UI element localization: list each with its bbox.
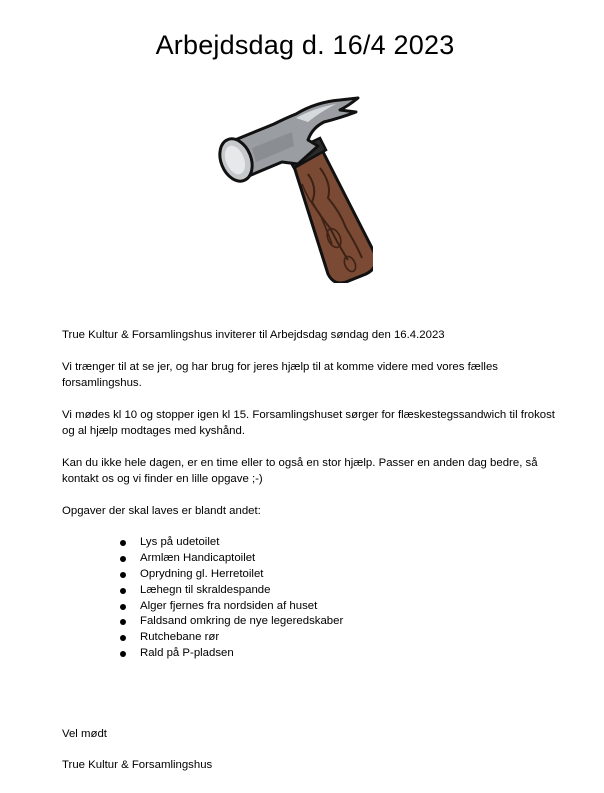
task-list	[120, 535, 343, 662]
closing-text: Vel mødt	[62, 728, 107, 740]
bullet-icon	[120, 604, 126, 610]
partial-day-text: Kan du ikke hele dagen, er en time eller to også en stor hjælp. Passer en anden dag bedre, så kontakt os og vi finder en lille opgave ;-)	[62, 457, 538, 485]
meeting-info-text: Vi mødes kl 10 og stopper igen kl 15. Forsamlingshuset sørger for flæskestegssandwich til frokost og al hjælp modtages med kyshånd.	[62, 409, 555, 437]
list-item: Lys på udetoilet	[120, 535, 343, 551]
bullet-icon	[120, 619, 126, 625]
list-item: Faldsand omkring de nye legeredskaber	[120, 614, 343, 630]
list-item: Rald på P-pladsen	[120, 646, 343, 662]
invitation-text: True Kultur & Forsamlingshus inviterer til Arbejdsdag søndag den 16.4.2023	[62, 329, 445, 341]
tasks-heading: Opgaver der skal laves er blandt andet:	[62, 505, 261, 517]
list-item: Alger fjernes fra nordsiden af huset	[120, 599, 343, 615]
list-item: Rutchebane rør	[120, 630, 343, 646]
hammer-icon	[208, 88, 373, 283]
bullet-icon	[120, 540, 126, 546]
need-help-text: Vi trænger til at se jer, og har brug for jeres hjælp til at komme videre med vores fælles forsamlingshus.	[62, 361, 498, 389]
bullet-icon	[120, 635, 126, 641]
bullet-icon	[120, 556, 126, 562]
hammer-handle	[292, 146, 373, 283]
list-item: Læhegn til skraldespande	[120, 583, 343, 599]
bullet-icon	[120, 588, 126, 594]
page-title: Arbejdsdag d. 16/4 2023	[155, 30, 455, 60]
list-item: Oprydning gl. Herretoilet	[120, 567, 343, 583]
signature-text: True Kultur & Forsamlingshus	[62, 759, 213, 771]
bullet-icon	[120, 572, 126, 578]
list-item: Armlæn Handicaptoilet	[120, 551, 343, 567]
bullet-icon	[120, 651, 126, 657]
